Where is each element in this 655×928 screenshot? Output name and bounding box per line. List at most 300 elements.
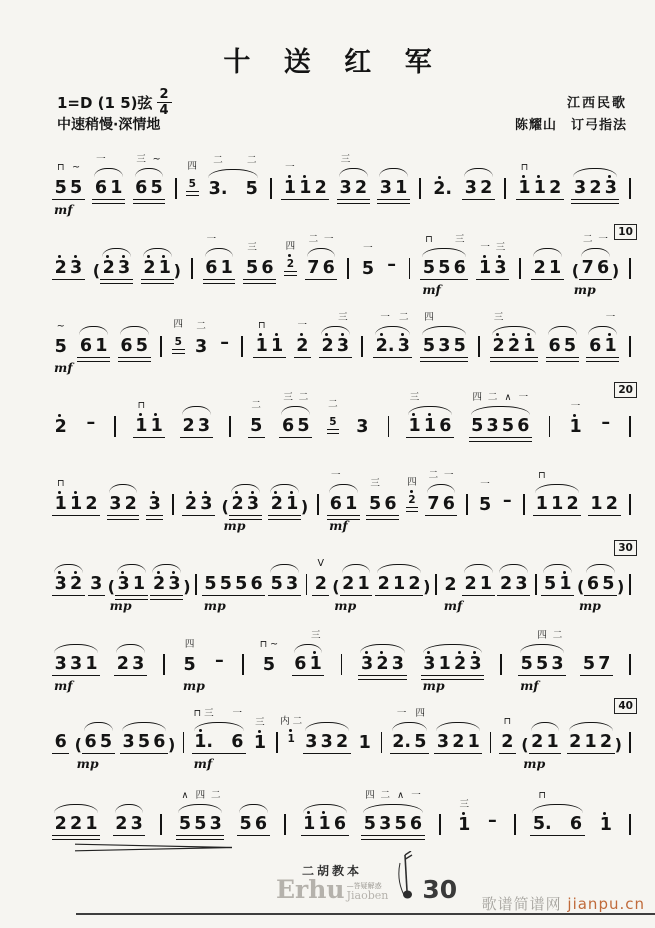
beamed-run	[361, 789, 425, 837]
note-digit: 3	[54, 653, 67, 674]
note	[452, 731, 465, 752]
beamed-run	[88, 573, 105, 597]
note-digit: 1	[590, 493, 603, 514]
logo-text	[276, 862, 389, 904]
note	[531, 731, 544, 752]
note-digit: 3	[194, 336, 208, 357]
beamed-run	[82, 731, 115, 755]
note-group	[301, 813, 349, 837]
dynamic-marking: mf	[422, 282, 441, 297]
note-digit: 1	[271, 335, 284, 356]
beamed-run	[268, 493, 301, 517]
octave-dot	[522, 175, 525, 178]
slur-arc	[120, 326, 149, 335]
note	[69, 573, 83, 594]
beamed-run	[253, 319, 286, 359]
fingering-bowing-mark: 二	[399, 311, 409, 323]
music-line-8	[52, 696, 633, 771]
note	[566, 493, 579, 514]
note-group	[74, 731, 115, 771]
note-digit: 5	[174, 335, 182, 348]
fingering-bowing-mark: 二	[328, 398, 338, 410]
note	[523, 335, 536, 356]
note-digit: 6	[231, 731, 244, 752]
note	[116, 653, 129, 674]
beamed-run	[52, 477, 100, 517]
note	[589, 335, 602, 356]
barline	[466, 494, 468, 515]
note	[395, 177, 408, 198]
fingering-bowing-mark: 四	[285, 240, 296, 252]
note-group	[586, 311, 619, 359]
fingering-bowing-mark: 二	[380, 789, 391, 801]
beamed-run	[516, 161, 564, 201]
beamed-run	[301, 813, 349, 837]
slur-arc	[342, 564, 371, 573]
note-digit: 1	[357, 573, 370, 594]
fingering-bowing-mark: 三	[247, 241, 257, 253]
note-group	[406, 391, 454, 439]
note	[120, 335, 133, 356]
note-digit: 6	[586, 573, 600, 594]
note-digit: 6	[453, 257, 466, 278]
beamed-run	[52, 257, 85, 281]
beamed-run	[420, 311, 468, 359]
note	[54, 257, 67, 278]
fingering-bowing-mark: 三	[136, 153, 146, 165]
slur-arc	[109, 484, 138, 493]
note	[501, 391, 515, 436]
dynamic-marking: mf	[54, 202, 73, 217]
barline	[618, 542, 633, 595]
note-group	[476, 241, 509, 281]
note	[408, 391, 421, 436]
note	[54, 813, 67, 834]
note	[438, 335, 451, 356]
fingering-bowing-mark: 二	[552, 629, 563, 641]
site-watermark	[482, 893, 645, 914]
note	[544, 573, 557, 594]
note-digit: 2	[549, 177, 562, 198]
octave-dot	[58, 491, 61, 494]
octave-dot	[58, 414, 61, 417]
fingering-bowing-mark: 一	[605, 311, 616, 323]
barline	[191, 258, 193, 279]
note-digit: –	[220, 332, 229, 353]
note	[479, 573, 493, 594]
note-digit: 3	[246, 493, 259, 514]
fingering-bowing-mark: ~	[72, 161, 81, 173]
note-digit: 6	[322, 257, 335, 278]
slur-arc	[152, 564, 181, 573]
beamed-run	[359, 242, 376, 281]
note	[354, 177, 368, 198]
fingering-bowing-mark: 三	[409, 391, 420, 403]
slur-arc	[305, 722, 349, 731]
fingering-bowing-mark: 二	[582, 233, 593, 245]
note	[478, 478, 492, 515]
note	[391, 653, 404, 674]
slur-arc	[281, 406, 310, 415]
octave-dot	[74, 255, 77, 258]
barline	[618, 226, 633, 279]
note-digit: 2	[54, 257, 67, 278]
note	[533, 177, 546, 198]
note-group	[237, 813, 270, 837]
note	[322, 233, 335, 278]
slur-arc	[205, 248, 234, 257]
note	[409, 789, 423, 834]
note-digit: 3	[464, 177, 477, 198]
note	[501, 715, 514, 752]
note-group	[434, 731, 482, 755]
note	[182, 415, 195, 436]
note-group	[133, 153, 166, 201]
logo-latin-name: Erhu	[276, 875, 345, 904]
fingering-bowing-mark: ⊓ ~	[259, 638, 279, 650]
slur-arc	[464, 564, 493, 573]
close-paren: )	[423, 577, 431, 596]
note-digit: 2	[569, 731, 582, 752]
note	[143, 257, 156, 278]
note	[422, 311, 436, 356]
beamed-run	[476, 241, 509, 281]
fingering-bowing-mark: 二	[428, 469, 439, 481]
note-group	[253, 319, 286, 359]
beamed-run	[580, 653, 613, 677]
fingering-bowing-mark: 一	[363, 242, 373, 254]
note	[246, 493, 259, 514]
note	[569, 400, 582, 437]
note-digit: 3	[436, 731, 450, 752]
fingering-bowing-mark: 一	[380, 311, 390, 323]
beamed-run	[52, 653, 100, 677]
note	[94, 153, 108, 198]
note-digit: 3	[604, 177, 617, 198]
note	[194, 320, 208, 357]
music-line-3	[52, 300, 633, 375]
beamed-run	[280, 715, 303, 747]
note-digit: 1	[309, 653, 322, 674]
note-digit: 3	[336, 335, 349, 356]
note	[255, 319, 268, 356]
note	[150, 153, 163, 198]
slur-arc	[178, 804, 222, 813]
note	[379, 789, 392, 834]
site-url: jianpu.cn	[567, 895, 645, 913]
site-name: 歌谱简谱网	[481, 895, 562, 913]
barline	[490, 732, 492, 753]
note-digit: 5	[422, 335, 436, 356]
note	[318, 813, 331, 834]
note-group	[281, 161, 329, 201]
note-digit: 5	[150, 177, 163, 198]
note-digit: 3	[486, 415, 499, 436]
note-digit: 1	[318, 813, 331, 834]
beamed-run	[530, 789, 584, 837]
beamed-run	[584, 573, 617, 597]
note-digit: 2	[182, 415, 195, 436]
note	[153, 731, 166, 752]
note	[599, 731, 613, 752]
note	[376, 653, 389, 674]
barline	[276, 732, 278, 753]
note	[54, 416, 67, 437]
beamed-run	[284, 240, 297, 273]
note-group	[425, 469, 458, 517]
note	[414, 707, 427, 752]
note-group	[500, 490, 514, 517]
close-paren: )	[168, 735, 176, 754]
note-digit: 2	[270, 493, 283, 514]
note-digit: 2	[533, 257, 546, 278]
slur-arc	[239, 804, 268, 813]
music-line-7	[52, 618, 633, 693]
note-digit: 1	[135, 415, 148, 436]
beamed-run	[354, 416, 371, 439]
note	[183, 638, 196, 675]
note	[137, 731, 151, 752]
note-digit: 3	[379, 813, 392, 834]
note-digit: 5	[368, 493, 382, 514]
note	[393, 573, 406, 594]
note-group	[327, 398, 340, 439]
note-digit: 5	[329, 415, 337, 428]
note-digit: 6	[135, 177, 148, 198]
beamed-run	[182, 493, 215, 517]
note-digit: 6	[439, 415, 452, 436]
note	[314, 177, 327, 198]
slur-arc	[533, 248, 562, 257]
slur-arc	[423, 644, 483, 653]
note-group	[114, 653, 147, 677]
slur-arc	[329, 484, 358, 493]
barline	[347, 258, 349, 279]
beamed-run	[176, 789, 224, 837]
octave-dot	[259, 333, 262, 336]
octave-dot	[204, 491, 207, 494]
note	[271, 335, 284, 356]
note-group	[366, 477, 399, 517]
note	[329, 469, 342, 514]
note-digit: 2	[314, 177, 327, 198]
note-digit: 5	[414, 731, 427, 752]
note-digit: –	[214, 650, 224, 671]
open-paren: (	[571, 261, 580, 280]
rest-dash	[214, 650, 224, 675]
beamed-run	[294, 319, 311, 359]
fingering-bowing-mark: ⊓	[503, 715, 512, 727]
slur-arc	[321, 326, 350, 335]
barline	[229, 416, 231, 437]
beamed-run	[588, 493, 621, 517]
note-group	[420, 311, 468, 359]
beamed-run	[268, 573, 301, 597]
note	[270, 493, 283, 514]
beamed-run	[146, 493, 163, 517]
slur-arc	[471, 406, 531, 415]
fingering-bowing-mark: 四	[424, 311, 434, 323]
note-digit: 2.	[433, 178, 453, 199]
dynamic-marking: mp	[578, 598, 601, 613]
barline	[195, 574, 197, 595]
fingering-bowing-mark: 三	[370, 477, 380, 489]
note-digit: 1	[345, 493, 358, 514]
barline	[317, 494, 319, 515]
fingering-bowing-mark: ⊓	[258, 319, 266, 331]
note	[69, 653, 83, 674]
note-digit: 6	[384, 493, 397, 514]
note	[604, 177, 617, 198]
note-digit: 1	[255, 335, 268, 356]
note	[209, 789, 222, 834]
note	[231, 707, 244, 752]
note-digit: 3	[551, 653, 564, 674]
note-group	[92, 153, 125, 201]
note-group	[390, 707, 429, 755]
slur-arc	[117, 564, 146, 573]
note-digit: 6	[281, 415, 295, 436]
note-group	[182, 493, 215, 517]
note-digit: 2	[153, 573, 166, 594]
beamed-run	[377, 177, 410, 201]
slur-arc	[375, 326, 410, 335]
note-digit: 3	[90, 573, 103, 594]
dynamic-marking: mp	[573, 282, 596, 297]
note-digit: 5	[501, 415, 515, 436]
barline	[172, 494, 174, 515]
note-digit: 3	[397, 335, 410, 356]
fingering-bowing-mark: ⊓	[425, 233, 433, 245]
fingering-bowing-mark: 一	[480, 241, 490, 253]
note-digit: 1	[458, 814, 471, 835]
note-digit: 2	[377, 573, 390, 594]
slur-arc	[79, 326, 108, 335]
note	[590, 493, 603, 514]
barline	[160, 336, 162, 357]
note	[453, 653, 467, 674]
slur-arc	[54, 564, 83, 573]
fingering-bowing-mark: 三	[338, 311, 348, 323]
note-group	[385, 254, 399, 281]
note-group	[192, 320, 209, 359]
open-paren: (	[576, 577, 585, 596]
fingering-bowing-mark: 三	[255, 716, 265, 728]
credit-source: 江西民歌	[566, 96, 627, 111]
note-group	[319, 311, 352, 359]
note-group	[490, 311, 538, 359]
beamed-run	[597, 814, 614, 837]
note	[303, 813, 316, 834]
note-group	[176, 789, 224, 837]
beamed-run	[469, 391, 533, 439]
note	[194, 789, 207, 834]
fingering-bowing-mark: 三	[455, 233, 465, 245]
note	[124, 493, 137, 514]
note	[569, 813, 583, 834]
note-group	[118, 335, 151, 359]
note-digit: 1	[158, 257, 171, 278]
note-digit: 5	[245, 178, 258, 199]
note-digit: 2	[115, 813, 128, 834]
note	[363, 789, 376, 834]
note	[153, 573, 166, 594]
tempo-marking: 中速稍慢·深情地	[57, 117, 161, 133]
barline	[241, 336, 243, 357]
note	[536, 629, 549, 674]
octave-dot	[410, 490, 413, 493]
note-digit: 1.	[194, 731, 214, 752]
open-paren: (	[107, 577, 115, 596]
note-digit: 3	[209, 813, 222, 834]
slur-arc	[94, 168, 123, 177]
note-digit: 5	[99, 731, 113, 752]
beamed-run	[425, 469, 458, 517]
beamed-run	[212, 650, 226, 677]
note-digit: 5	[137, 731, 151, 752]
beamed-run	[52, 813, 100, 837]
note-digit: 1	[150, 415, 163, 436]
dynamic-marking: mp	[182, 678, 205, 693]
time-signature-numerator: 2	[157, 88, 172, 103]
barline	[478, 336, 480, 357]
note	[95, 335, 108, 356]
fingering-bowing-mark: 四	[472, 391, 482, 403]
credit-arranger: 陈耀山 订弓指法	[514, 118, 627, 133]
note	[200, 493, 213, 514]
slur-arc	[115, 804, 144, 813]
beamed-run	[442, 574, 459, 597]
note	[294, 653, 307, 674]
note-group	[52, 416, 69, 439]
note	[439, 415, 452, 436]
note	[158, 257, 171, 278]
note	[54, 653, 67, 674]
note-digit: 1	[303, 813, 316, 834]
note-digit: 1	[569, 416, 582, 437]
fingering-bowing-mark: ~	[152, 153, 161, 165]
note-digit: 2	[54, 813, 67, 834]
note-digit: 6	[153, 731, 166, 752]
note-group	[88, 573, 105, 597]
note-group	[597, 814, 614, 837]
slur-arc	[360, 644, 404, 653]
note	[438, 257, 451, 278]
note-digit: 5	[536, 653, 549, 674]
note-group	[52, 320, 73, 375]
barline	[519, 258, 521, 279]
fingering-bowing-mark: 三	[340, 153, 351, 165]
note-digit: 3	[122, 731, 135, 752]
note-digit: 5	[69, 177, 83, 198]
note	[320, 731, 333, 752]
note-digit: 2	[69, 573, 83, 594]
slur-arc	[270, 564, 299, 573]
slur-arc	[379, 168, 408, 177]
note-digit: 5	[204, 573, 217, 594]
note	[148, 493, 161, 514]
slur-arc	[581, 248, 610, 257]
note	[368, 477, 382, 514]
note-digit: 5	[250, 415, 263, 436]
note-group	[203, 233, 236, 281]
fingering-bowing-mark: ⊓ 三	[193, 707, 214, 719]
note-digit: 3	[168, 573, 181, 594]
dynamic-marking: mp	[76, 756, 99, 771]
note-digit: 5	[178, 813, 192, 834]
note-group	[150, 573, 191, 597]
barline	[618, 700, 633, 753]
